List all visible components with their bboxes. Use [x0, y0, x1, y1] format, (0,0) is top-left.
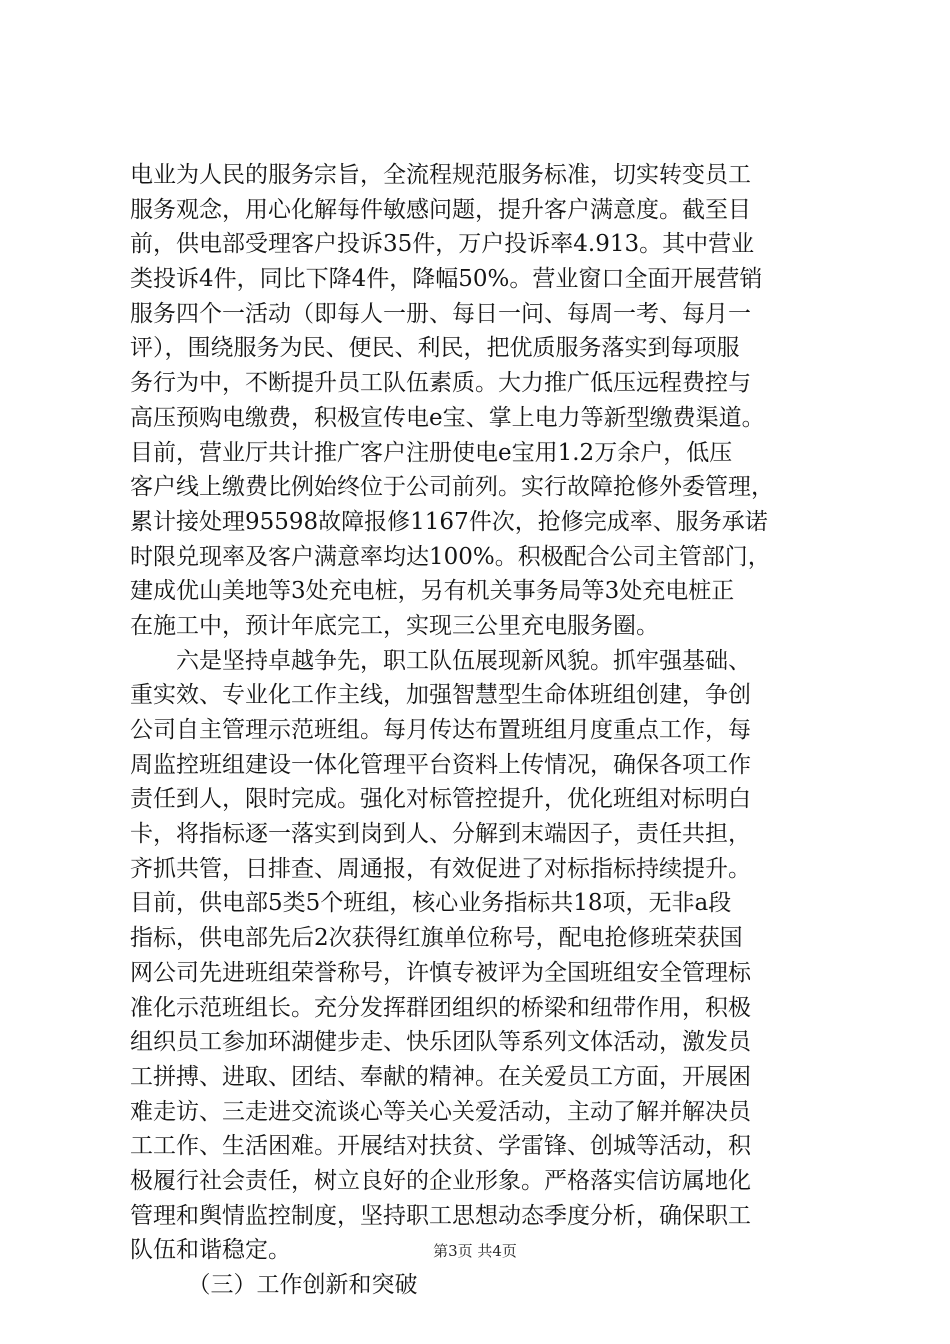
text-line: 指标，供电部先后2次获得红旗单位称号，配电抢修班荣获国 — [130, 925, 743, 952]
text-line: 齐抓共管，日排查、周通报，有效促进了对标指标持续提升。 — [130, 855, 751, 882]
text-line: 高压预购电缴费，积极宣传电e宝、掌上电力等新型缴费渠道。 — [130, 404, 765, 431]
text-line: 队伍和谐稳定。 — [130, 1237, 291, 1264]
page-footer: 第3页 共4页 — [433, 1242, 517, 1260]
text-line: 极履行社会责任，树立良好的企业形象。严格落实信访属地化 — [130, 1167, 751, 1194]
text-line: 建成优山美地等3处充电桩，另有机关事务局等3处充电桩正 — [130, 578, 735, 605]
text-line: 公司自主管理示范班组。每月传达布置班组月度重点工作，每 — [130, 717, 751, 743]
text-line: 在施工中，预计年底完工，实现三公里充电服务圈。 — [130, 612, 659, 639]
body-text — [130, 158, 830, 1303]
text-line: 时限兑现率及客户满意率均达100%。积极配合公司主管部门， — [130, 543, 771, 570]
text-line: 类投诉4件，同比下降4件，降幅50%。营业窗口全面开展营销 — [130, 266, 763, 293]
text-line: 目前，供电部5类5个班组，核心业务指标共18项，无非a段 — [130, 890, 732, 917]
text-line: 难走访、三走进交流谈心等关心关爱活动，主动了解并解决员 — [130, 1098, 751, 1125]
text-line: 网公司先进班组荣誉称号，许慎专被评为全国班组安全管理标 — [130, 959, 751, 986]
text-line: 周监控班组建设一体化管理平台资料上传情况，确保各项工作 — [130, 751, 751, 778]
text-line: 务行为中，不断提升员工队伍素质。大力推广低压远程费控与 — [130, 370, 751, 397]
text-line: 客户线上缴费比例始终位于公司前列。实行故障抢修外委管理， — [130, 474, 774, 501]
text-line: 服务观念，用心化解每件敏感问题，提升客户满意度。截至目 — [130, 196, 751, 223]
text-line: 工工作、生活困难。开展结对扶贫、学雷锋、创城等活动，积 — [130, 1133, 751, 1160]
text-line: （三）工作创新和突破 — [130, 1272, 418, 1298]
text-line: 六是坚持卓越争先，职工队伍展现新风貌。抓牢强基础、 — [130, 647, 751, 674]
text-line: 评），围绕服务为民、便民、利民，把优质服务落实到每项服 — [130, 335, 740, 362]
text-line: 管理和舆情监控制度，坚持职工思想动态季度分析，确保职工 — [130, 1202, 751, 1229]
text-line: 前，供电部受理客户投诉35件，万户投诉率4.913。其中营业 — [130, 231, 755, 258]
text-line: 重实效、专业化工作主线，加强智慧型生命体班组创建，争创 — [130, 682, 751, 709]
text-line: 服务四个一活动（即每人一册、每日一问、每周一考、每月一 — [130, 300, 751, 327]
text-line: 准化示范班组长。充分发挥群团组织的桥梁和纽带作用，积极 — [130, 994, 751, 1021]
text-line: 累计接处理95598故障报修1167件次，抢修完成率、服务承诺 — [130, 508, 768, 535]
text-line: 电业为人民的服务宗旨，全流程规范服务标准，切实转变员工 — [130, 162, 751, 188]
text-line: 组织员工参加环湖健步走、快乐团队等系列文体活动，激发员 — [130, 1029, 751, 1056]
text-line: 卡，将指标逐一落实到岗到人、分解到末端因子，责任共担， — [130, 821, 751, 848]
text-line: 责任到人，限时完成。强化对标管控提升，优化班组对标明白 — [130, 786, 751, 813]
text-line: 目前，营业厅共计推广客户注册使电e宝用1.2万余户，低压 — [130, 439, 733, 466]
text-line: 工拼搏、进取、团结、奉献的精神。在关爱员工方面，开展困 — [130, 1063, 751, 1090]
